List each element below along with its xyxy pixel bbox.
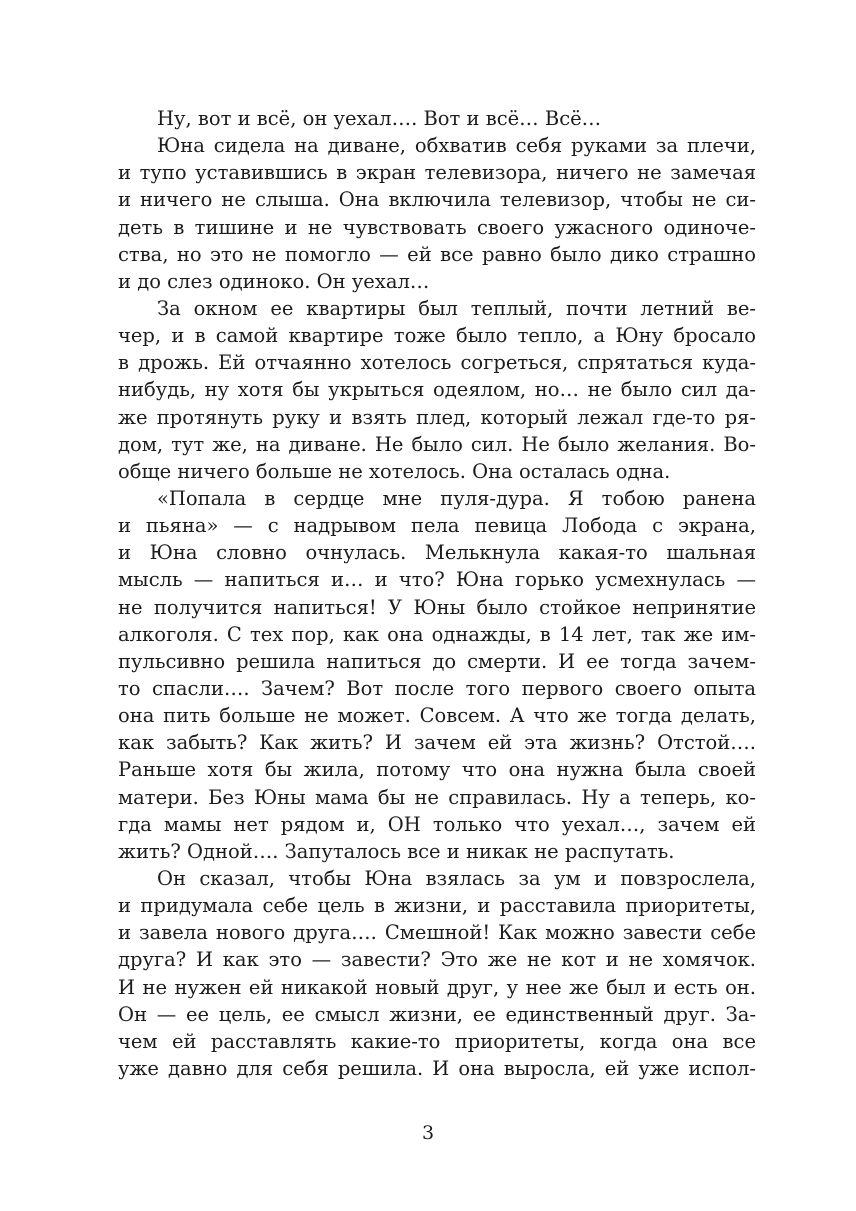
text-line: ства, но это не помогло — ей все равно было дико страшно xyxy=(118,242,756,266)
text-line: она пить больше не может. Совсем. А что же тогда делать, xyxy=(118,704,756,728)
text-line: жить? Одной…. Запуталось все и никак не распутать. xyxy=(118,839,675,863)
text-line: гда мамы нет рядом и, ОН только что уехал…, зачем ей xyxy=(118,812,756,836)
text-line: и придумала себе цель в жизни, и расставила приоритеты, xyxy=(118,894,756,918)
body-text xyxy=(118,105,756,1082)
page-number: 3 xyxy=(421,1122,435,1144)
text-line: алкоголя. С тех пор, как она однажды, в 14 лет, так же им- xyxy=(118,622,756,646)
text-line: За окном ее квартиры был теплый, почти летний ве- xyxy=(157,296,756,320)
text-line: Ну, вот и всё, он уехал…. Вот и всё… Всё… xyxy=(157,107,602,130)
text-line: в дрожь. Ей отчаянно хотелось согреться, спрятаться куда- xyxy=(118,351,756,375)
text-line: Юна сидела на диване, обхватив себя руками за плечи, xyxy=(157,134,756,158)
text-line: и ничего не слыша. Она включила телевизор, чтобы не си- xyxy=(118,188,756,212)
text-line: и до слез одиноко. Он уехал… xyxy=(118,269,430,293)
text-line: не получится напиться! У Юны было стойкое непринятие xyxy=(118,595,756,619)
text-line: как забыть? Как жить? И зачем ей эта жизнь? Отстой…. xyxy=(118,731,756,755)
text-line: Он — ее цель, ее смысл жизни, ее единственный друг. За- xyxy=(118,1002,756,1026)
text-line: деть в тишине и не чувствовать своего ужасного одиноче- xyxy=(118,215,756,239)
text-line: дом, тут же, на диване. Не было сил. Не было желания. Во- xyxy=(118,432,756,456)
text-line: обще ничего больше не хотелось. Она осталась одна. xyxy=(118,459,671,483)
text-line: и завела нового друга…. Смешной! Как можно завести себе xyxy=(118,921,756,945)
text-line: Раньше хотя бы жила, потому что она нужна была своей xyxy=(118,758,756,782)
text-line: то спасли…. Зачем? Вот после того первого своего опыта xyxy=(118,676,756,700)
text-line: нибудь, ну хотя бы укрыться одеялом, но… не было сил да- xyxy=(118,378,756,402)
text-line: Он сказал, чтобы Юна взялась за ум и повзрослела, xyxy=(157,866,756,890)
text-line: мысль — напиться и… и что? Юна горько усмехнулась — xyxy=(118,568,756,592)
text-line: «Попала в сердце мне пуля-дура. Я тобою ранена xyxy=(157,486,756,510)
text-line: матери. Без Юны мама бы не справилась. Ну а теперь, ко- xyxy=(118,785,756,809)
text-line: друга? И как это — завести? Это же не кот и не хомячок. xyxy=(118,948,756,972)
text-line: и Юна словно очнулась. Мелькнула какая-то шальная xyxy=(118,541,756,565)
text-line: чем ей расставлять какие-то приоритеты, когда она все xyxy=(118,1029,756,1053)
text-line: уже давно для себя решила. И она выросла, ей уже испол- xyxy=(118,1056,756,1080)
text-line: и тупо уставившись в экран телевизора, ничего не замечая xyxy=(118,161,756,185)
text-line: же протянуть руку и взять плед, который лежал где-то ря- xyxy=(118,405,756,429)
text-line: и пьяна» — с надрывом пела певица Лобода с экрана, xyxy=(118,514,756,538)
text-line: чер, и в самой квартире тоже было тепло, а Юну бросало xyxy=(118,324,756,348)
text-line: пульсивно решила напиться до смерти. И ее тогда зачем- xyxy=(118,649,756,673)
text-line: И не нужен ей никакой новый друг, у нее же был и есть он. xyxy=(118,975,756,999)
